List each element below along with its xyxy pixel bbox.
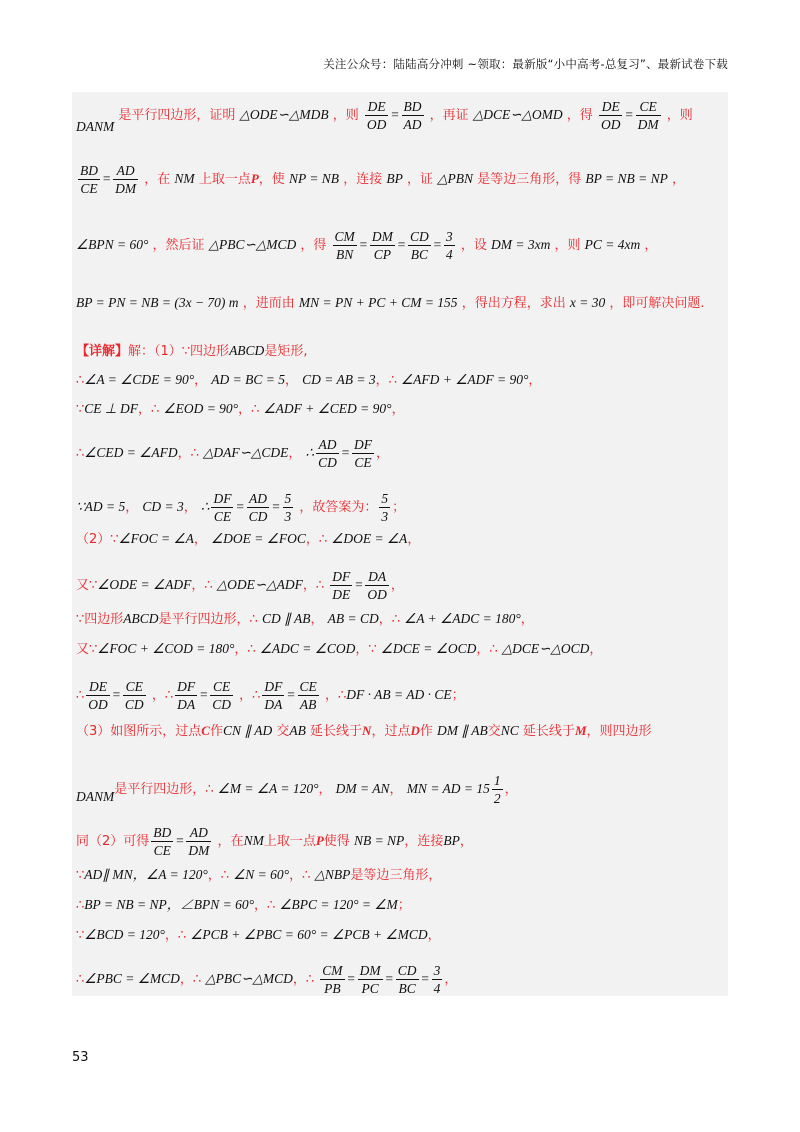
fraction: $\frac{AD}{DM}$ <box>115 163 137 196</box>
text: ，得 <box>300 238 327 253</box>
math: BP <box>443 833 460 848</box>
fraction: $\frac{CE}{DM}$ <box>637 99 659 132</box>
text: 是矩形, <box>264 344 308 359</box>
text: ，即可解决问题. <box>609 296 705 311</box>
line-3: ∠BPN = 60° ，然后证 △PBC∽△MCD ，得 $\frac{CM}{BN}$ = $\frac{DM}{CP}$ = $\frac{CD}{BC}$ = $\frac{3}{4}$ ，设 DM = 3xm ，则 PC = 4xm ， <box>76 229 658 262</box>
line-8: ∴∠CED = ∠AFD，∴ △DAF∽△CDE， ∴ $\frac{AD}{CD}$ = $\frac{DF}{CE}$ ， <box>76 437 389 470</box>
text: 上取一点 <box>198 172 251 187</box>
fraction: $\frac{DF}{CE}$ <box>353 437 372 470</box>
math: △PBC∽△MCD <box>205 971 293 986</box>
fraction: $\frac{5}{3}$ <box>284 491 292 524</box>
math: x = 30 <box>569 295 606 310</box>
text: ，进而由 <box>242 296 295 311</box>
fraction: $\frac{CM}{BN}$ <box>334 229 355 262</box>
math: ∠BPC = 120° = ∠M <box>279 897 398 912</box>
math: ∠ADF + ∠CED = 90° <box>263 401 392 416</box>
math: CE ⊥ DF <box>84 401 139 416</box>
text: ，然后证 <box>152 238 205 253</box>
line-13: 又∵∠FOC + ∠COD = 180°，∴ ∠ADC = ∠COD，∵ ∠DCE = ∠OCD，∴ △DCE∽△OCD， <box>76 641 603 657</box>
math: BP <box>386 171 403 186</box>
text: ，连接 <box>343 172 383 187</box>
math: AB = CD <box>327 611 379 626</box>
math: ∵AD = 5 <box>76 499 126 514</box>
line-16: DANM是平行四边形，∴ ∠M = ∠A = 120°， DM = AN， MN = AD = 15 $\frac{1}{2}$ ， <box>76 773 518 806</box>
fraction: $\frac{CE}{AB}$ <box>299 679 317 712</box>
text: ，则 <box>666 108 693 123</box>
math: ∠DCE = ∠OCD <box>380 641 477 656</box>
math: MN = PN + PC + CM = 155 <box>298 295 458 310</box>
line-14: ∴ $\frac{DE}{OD}$ = $\frac{CE}{CD}$ ，∴ $\frac{DF}{DA}$ = $\frac{CE}{CD}$ ，∴ $\frac{DF}{DA}$ = $\frac{CE}{AB}$ ，∴DF · AB = AD · CE； <box>76 679 465 712</box>
math: △NBP <box>314 867 351 882</box>
math: DM = 3xm <box>490 237 551 252</box>
math: △PBC∽△MCD <box>208 237 297 252</box>
math: BP = NB = NP，∠BPN = 60° <box>84 897 255 912</box>
fraction: $\frac{DE}{OD}$ <box>600 99 621 132</box>
math: CD = 3 <box>142 499 184 514</box>
math: ∠PBC = ∠MCD <box>84 971 180 986</box>
fraction: $\frac{DF}{DA}$ <box>264 679 283 712</box>
fraction: $\frac{DE}{OD}$ <box>366 99 387 132</box>
fraction: $\frac{3}{4}$ <box>433 963 441 996</box>
math: BP = NB = NP <box>585 171 668 186</box>
math: MN = AD = 15 <box>406 781 490 796</box>
math: DM = AN <box>335 781 390 796</box>
fraction: $\frac{CD}{BC}$ <box>397 963 417 996</box>
math: AD∥ MN，∠A = 120° <box>84 867 208 882</box>
line-18: ∵AD∥ MN，∠A = 120°，∴ ∠N = 60°，∴ △NBP是等边三角形， <box>76 867 442 883</box>
line-19: ∴BP = NB = NP，∠BPN = 60°，∴ ∠BPC = 120° = ∠M； <box>76 897 411 913</box>
math: △DCE∽△OCD <box>501 641 590 656</box>
line-1: DANM 是平行四边形，证明 △ODE∽△MDB ，则 $\frac{DE}{OD}$ = $\frac{BD}{AD}$ ，再证 △DCE∽△OMD ，得 $\frac{DE}{OD}$ = $\frac{CE}{DM}$ ，则 <box>76 99 693 134</box>
fraction: $\frac{AD}{CD}$ <box>318 437 337 470</box>
fraction: $\frac{DF}{DA}$ <box>177 679 196 712</box>
line-2: $\frac{BD}{CE}$ = $\frac{AD}{DM}$ ，在 NM 上取一点P，使 NP = NB ，连接 BP ，证 △PBN 是等边三角形，得 BP = NB = NP ， <box>80 163 685 196</box>
line-7: ∵CE ⊥ DF，∴ ∠EOD = 90°，∴ ∠ADF + ∠CED = 90°， <box>76 401 405 417</box>
math: ∠N = 60° <box>233 867 290 882</box>
math: ∠A = ∠CDE = 90° <box>84 372 195 387</box>
fraction: $\frac{3}{4}$ <box>445 229 453 262</box>
fraction: $\frac{1}{2}$ <box>493 773 501 806</box>
text: ，再证 <box>429 108 469 123</box>
fraction: $\frac{DA}{OD}$ <box>367 569 387 602</box>
detail-heading: 【详解】 <box>76 344 129 359</box>
answer-fraction: $\frac{5}{3}$ <box>381 491 389 524</box>
math: ∠EOD = 90° <box>163 401 239 416</box>
fraction: $\frac{DF}{DE}$ <box>332 569 351 602</box>
fraction: $\frac{BD}{CE}$ <box>80 163 98 196</box>
line-12: ∵四边形ABCD是平行四边形，∴ CD ∥ AB， AB = CD，∴ ∠A + ∠ADC = 180°， <box>76 611 534 627</box>
text: 是平行四边形，证明 <box>118 108 236 123</box>
text: ，得出方程，求出 <box>461 296 566 311</box>
math: △ODE∽△ADF <box>216 577 303 592</box>
math: ∠FOC + ∠COD = 180° <box>97 641 235 656</box>
fraction: $\frac{AD}{DM}$ <box>188 825 210 858</box>
line-4 <box>76 294 726 313</box>
fraction: $\frac{CE}{CD}$ <box>212 679 231 712</box>
fraction: $\frac{CM}{PB}$ <box>322 963 343 996</box>
page-header: 关注公众号：陆陆高分冲刺 ~领取：最新版“小中高考-总复习”、最新试卷下载 <box>323 57 728 71</box>
math: CD = AB = 3 <box>302 372 376 387</box>
math: ∠PCB + ∠PBC = 60° = ∠PCB + ∠MCD <box>190 927 428 942</box>
text: ， <box>671 172 685 187</box>
math: NB = NP <box>353 833 405 848</box>
math: ∠BCD = 120° <box>84 927 165 942</box>
math: ∠DOE = ∠A <box>331 531 408 546</box>
math: AD = BC = 5 <box>211 372 285 387</box>
fraction: $\frac{DM}{PC}$ <box>359 963 381 996</box>
math: NM <box>174 171 195 186</box>
math: NC <box>500 723 519 738</box>
math: CN ∥ AD <box>222 723 273 738</box>
math: NP = NB <box>288 171 340 186</box>
line-11: 又∵∠ODE = ∠ADF，∴ △ODE∽△ADF，∴ $\frac{DF}{DE}$ = $\frac{DA}{OD}$ ， <box>76 569 404 602</box>
math: ∠BPN = 60° <box>76 237 149 252</box>
text: ，得 <box>566 108 593 123</box>
math: PC = 4xm <box>584 237 641 252</box>
fraction: $\frac{CE}{CD}$ <box>124 679 144 712</box>
fraction: $\frac{CD}{BC}$ <box>410 229 429 262</box>
text: ， <box>644 238 658 253</box>
text: ，证 <box>407 172 434 187</box>
text: ，则 <box>554 238 581 253</box>
math: △PBN <box>437 171 474 186</box>
text: ，设 <box>460 238 487 253</box>
text: 是等边三角形，得 <box>477 172 582 187</box>
line-9: ∵AD = 5， CD = 3， ∴ $\frac{DF}{CE}$ = $\frac{AD}{CD}$ = $\frac{5}{3}$ ，故答案为： $\frac{5}{3}$ ； <box>76 491 406 524</box>
math: ∠ADC = ∠COD <box>259 641 356 656</box>
math: ∠ODE = ∠ADF <box>97 577 192 592</box>
math: △ODE∽△MDB <box>239 107 329 122</box>
math: DANM <box>76 119 115 134</box>
math: ABCD <box>123 611 159 626</box>
math: DANM <box>76 789 115 804</box>
line-20: ∵∠BCD = 120°，∴ ∠PCB + ∠PBC = 60° = ∠PCB + ∠MCD， <box>76 927 441 943</box>
fraction: $\frac{AD}{CD}$ <box>248 491 268 524</box>
math: CD ∥ AB <box>261 611 311 626</box>
math: ∠FOC = ∠A <box>118 531 194 546</box>
fraction: $\frac{DM}{CP}$ <box>371 229 393 262</box>
math: ∠AFD + ∠ADF = 90° <box>401 372 529 387</box>
fraction: $\frac{DF}{CE}$ <box>213 491 232 524</box>
math: ∠M = ∠A = 120° <box>217 781 319 796</box>
math: △DCE∽△OMD <box>472 107 563 122</box>
line-5 <box>76 342 726 361</box>
math: DF · AB = AD · CE <box>346 687 452 702</box>
line-10: （2）∵∠FOC = ∠A， ∠DOE = ∠FOC，∴ ∠DOE = ∠A， <box>76 531 421 547</box>
math: △DAF∽△CDE <box>203 445 289 460</box>
math: ∠CED = ∠AFD <box>84 445 178 460</box>
fraction: $\frac{DE}{OD}$ <box>88 679 108 712</box>
text: ，使 <box>258 172 285 187</box>
fraction: $\frac{BD}{AD}$ <box>403 99 422 132</box>
line-21: ∴∠PBC = ∠MCD，∴ △PBC∽△MCD，∴ $\frac{CM}{PB}$ = $\frac{DM}{PC}$ = $\frac{CD}{BC}$ = $\frac{3}{4}$ ， <box>76 963 458 996</box>
point-label: P <box>250 171 259 186</box>
math: AB <box>289 723 306 738</box>
math: NM <box>243 833 264 848</box>
text: ，则 <box>332 108 359 123</box>
math: ∠A + ∠ADC = 180° <box>404 611 521 626</box>
page-number: 53 <box>72 1050 89 1065</box>
line-15: （3）如图所示，过点C作CN ∥ AD 交AB 延长线于N，过点D作 DM ∥ AB交NC 延长线于M，则四边形 <box>76 723 652 739</box>
math: BP = PN = NB = (3x − 70) m <box>76 295 239 310</box>
fraction: $\frac{BD}{CE}$ <box>153 825 172 858</box>
line-6: ∴∠A = ∠CDE = 90°， AD = BC = 5， CD = AB = 3，∴ ∠AFD + ∠ADF = 90°， <box>76 372 542 388</box>
math: DM ∥ AB <box>437 723 488 738</box>
math: ABCD <box>229 343 265 358</box>
text: 解：（1）∵四边形 <box>128 344 230 359</box>
text: ，在 <box>144 172 171 187</box>
math: ∠DOE = ∠FOC <box>211 531 306 546</box>
line-17: 同（2）可得 $\frac{BD}{CE}$ = $\frac{AD}{DM}$ ，在NM上取一点P使得 NB = NP，连接BP， <box>76 825 473 858</box>
